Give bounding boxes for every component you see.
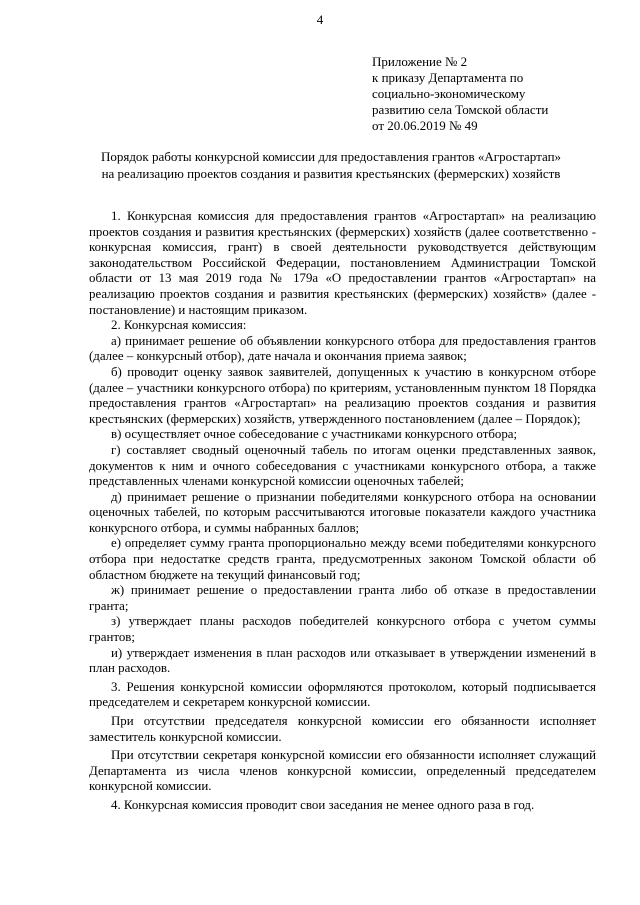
appendix-line: от 20.06.2019 № 49 bbox=[372, 118, 478, 133]
appendix-line: социально-экономическому bbox=[372, 86, 526, 101]
appendix-line: Приложение № 2 bbox=[372, 54, 468, 69]
paragraph: При отсутствии председателя конкурсной комиссии его обязанности исполняет заместитель конкурсной комиссии. bbox=[89, 714, 596, 744]
document-body bbox=[89, 209, 596, 814]
paragraph: При отсутствии секретаря конкурсной комиссии его обязанности исполняет служащий Департамента из числа членов конкурсной комиссии, определенный председателем конкурсной комиссии. bbox=[89, 748, 596, 794]
paragraph: г) составляет сводный оценочный табель по итогам оценки представленных заявок, документов к ним и очного собеседования с участниками конкурсного отбора, а также представленных членами конкурсной комиссии оценочных табелей; bbox=[89, 442, 596, 489]
appendix-line: развитию села Томской области bbox=[372, 102, 549, 117]
paragraph: 2. Конкурсная комиссия: bbox=[111, 318, 247, 333]
appendix-header bbox=[372, 54, 612, 134]
paragraph: е) определяет сумму гранта пропорционально между всеми победителями конкурсного отбора при недостатке средств гранта, предусмотренных законом Томской области об областном бюджете на текущий финансовый год; bbox=[89, 536, 596, 582]
paragraph: з) утверждает планы расходов победителей конкурсного отбора с учетом суммы грантов; bbox=[89, 614, 596, 645]
paragraph: д) принимает решение о признании победителями конкурсного отбора на основании оценочных табелей, по которым рассчитываются итоговые показатели каждого участника конкурсного отбора, и суммы набранных баллов; bbox=[89, 489, 596, 535]
paragraph: и) утверждает изменения в план расходов или отказывает в утверждении изменений в план расходов. bbox=[89, 645, 596, 676]
page-number: 4 bbox=[316, 12, 324, 27]
paragraph: 1. Конкурсная комиссия для предоставления грантов «Агростартап» на реализацию проектов создания и развития крестьянских (фермерских) хозяйств (далее соответственно - конкурсная комиссия, грант) в своей деятельности руководствуется действующим законодательством Российской Федерации, постановлением Администрации Томской области от 13 мая 2019 года № 179а «О предоставлении грантов «Агростартап» на реализацию проектов создания и развития крестьянских (фермерских) хозяйств» (далее - постановление) и настоящим приказом. bbox=[89, 209, 596, 317]
paragraph: 4. Конкурсная комиссия проводит свои заседания не менее одного раза в год. bbox=[111, 797, 535, 812]
paragraph: 3. Решения конкурсной комиссии оформляются протоколом, который подписывается председателем и секретарем конкурсной комиссии. bbox=[89, 679, 596, 710]
appendix-line: к приказу Департамента по bbox=[372, 70, 524, 85]
paragraph: а) принимает решение об объявлении конкурсного отбора для предоставления грантов (далее – конкурсный отбор), дате начала и окончания приема заявок; bbox=[89, 333, 596, 364]
paragraph: ж) принимает решение о предоставлении гранта либо об отказе в предоставлении гранта; bbox=[89, 583, 596, 613]
document-title: Порядок работы конкурсной комиссии для предоставления грантов «Агростартап» на реализацию проектов создания и развития крестьянских (фермерских) хозяйств bbox=[100, 149, 562, 181]
paragraph: б) проводит оценку заявок заявителей, допущенных к участию в конкурсном отборе (далее – участники конкурсного отбора) по критериям, установленным пунктом 18 Порядка предоставления грантов «Агростартап» на реализацию проектов создания и развития крестьянских (фермерских) хозяйств, утвержденного постановлением (далее – Порядок); bbox=[89, 364, 596, 426]
paragraph: в) осуществляет очное собеседование с участниками конкурсного отбора; bbox=[111, 427, 518, 442]
